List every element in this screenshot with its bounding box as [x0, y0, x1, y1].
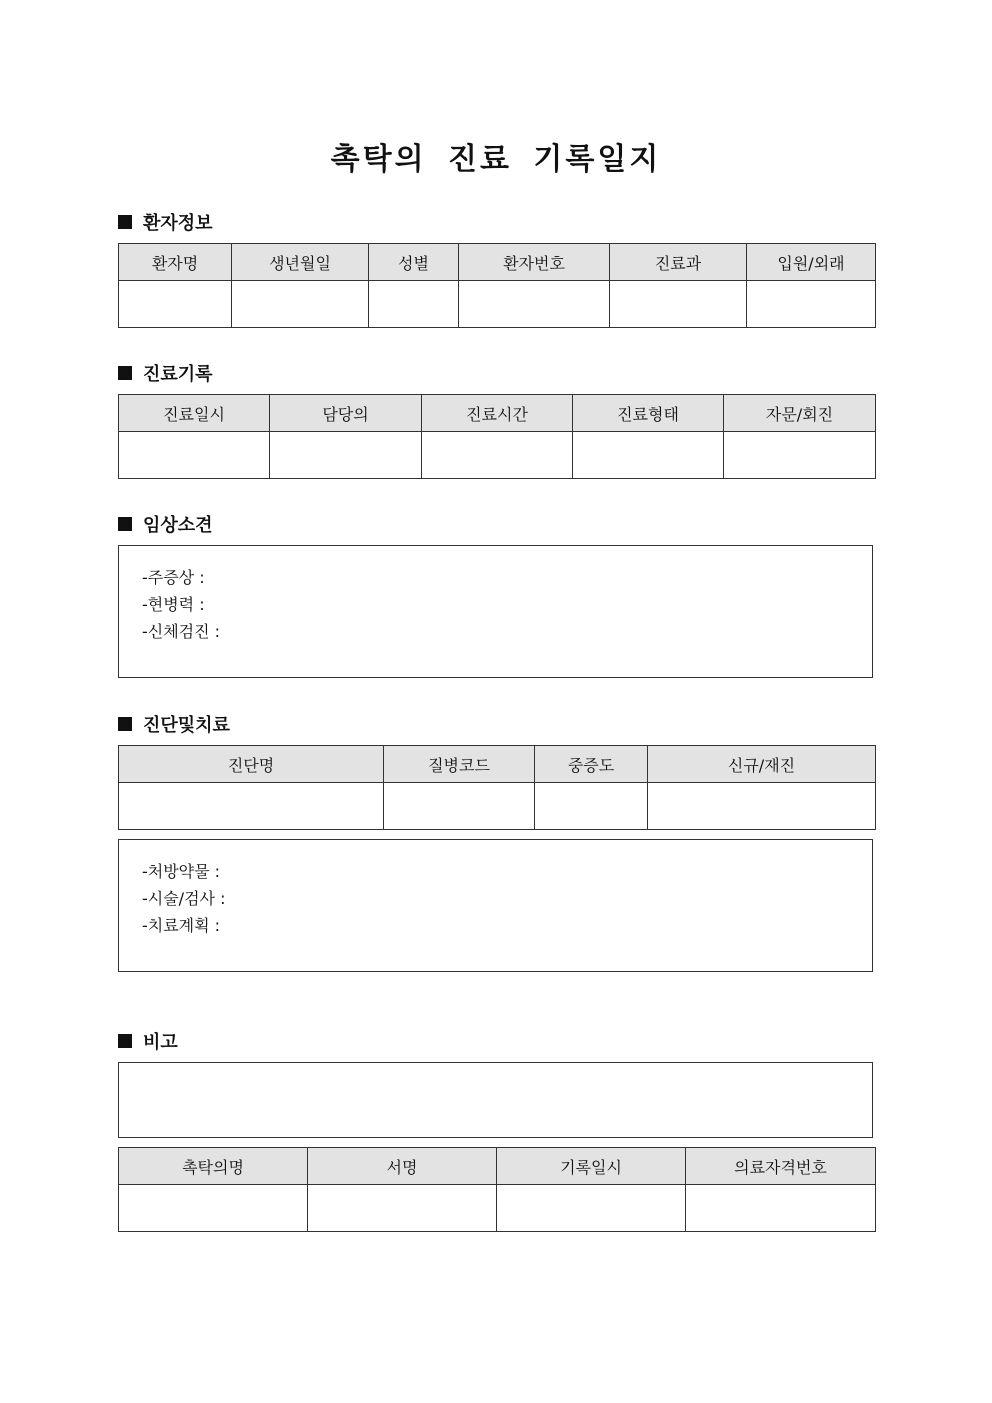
birth-date-cell[interactable]: [232, 281, 369, 328]
patient-name-cell[interactable]: [119, 281, 232, 328]
section-heading-label: 진단및치료: [143, 715, 230, 736]
header-treatment-type: 진료형태: [573, 395, 724, 432]
clinical-findings-box[interactable]: [118, 545, 873, 678]
header-department: 진료과: [610, 244, 747, 281]
present-illness-line: -현병력 :: [142, 595, 205, 614]
page-title: 촉탁의 진료 기록일지: [330, 142, 662, 177]
header-patient-number: 환자번호: [459, 244, 610, 281]
doctor-name-cell[interactable]: [119, 1185, 308, 1232]
license-number-cell[interactable]: [686, 1185, 876, 1232]
square-bullet-icon: [118, 717, 132, 731]
severity-cell[interactable]: [535, 783, 648, 830]
inpatient-outpatient-cell[interactable]: [747, 281, 876, 328]
header-new-return: 신규/재진: [648, 746, 876, 783]
square-bullet-icon: [118, 215, 132, 229]
table-header-row: [119, 746, 876, 783]
table-row: [119, 281, 876, 328]
section-heading-label: 환자정보: [143, 213, 213, 234]
section-heading-label: 진료기록: [143, 364, 213, 385]
remarks-box[interactable]: [118, 1062, 873, 1138]
section-heading-label: 비고: [143, 1032, 178, 1053]
table-row: [119, 432, 876, 479]
patient-info-table: [118, 243, 876, 328]
header-signature: 서명: [308, 1148, 497, 1185]
table-header-row: [119, 244, 876, 281]
header-treatment-time: 진료시간: [422, 395, 573, 432]
header-severity: 중증도: [535, 746, 648, 783]
header-consult-rounds: 자문/회진: [724, 395, 876, 432]
header-record-datetime: 기록일시: [497, 1148, 686, 1185]
header-doctor-name: 촉탁의명: [119, 1148, 308, 1185]
section-heading-diagnosis-treatment: [118, 712, 230, 736]
section-heading-label: 임상소견: [143, 515, 213, 536]
header-disease-code: 질병코드: [384, 746, 535, 783]
treatment-type-cell[interactable]: [573, 432, 724, 479]
header-license-number: 의료자격번호: [686, 1148, 876, 1185]
physical-exam-line: -신체검진 :: [142, 622, 221, 641]
header-patient-name: 환자명: [119, 244, 232, 281]
attending-doctor-cell[interactable]: [270, 432, 422, 479]
treatment-datetime-cell[interactable]: [119, 432, 270, 479]
treatment-record-table: [118, 394, 876, 479]
header-treatment-datetime: 진료일시: [119, 395, 270, 432]
table-row: [119, 1185, 876, 1232]
section-heading-clinical-findings: [118, 512, 213, 536]
consult-rounds-cell[interactable]: [724, 432, 876, 479]
table-header-row: [119, 395, 876, 432]
treatment-time-cell[interactable]: [422, 432, 573, 479]
signature-table: [118, 1147, 876, 1232]
sex-cell[interactable]: [369, 281, 459, 328]
new-return-cell[interactable]: [648, 783, 876, 830]
header-sex: 성별: [369, 244, 459, 281]
department-cell[interactable]: [610, 281, 747, 328]
procedure-exam-line: -시술/검사 :: [142, 889, 226, 908]
treatment-plan-line: -치료계획 :: [142, 916, 221, 935]
signature-cell[interactable]: [308, 1185, 497, 1232]
square-bullet-icon: [118, 517, 132, 531]
treatment-details-box[interactable]: [118, 839, 873, 972]
header-birth-date: 생년월일: [232, 244, 369, 281]
diagnosis-name-cell[interactable]: [119, 783, 384, 830]
chief-complaint-line: -주증상 :: [142, 568, 205, 587]
square-bullet-icon: [118, 366, 132, 380]
square-bullet-icon: [118, 1034, 132, 1048]
record-datetime-cell[interactable]: [497, 1185, 686, 1232]
header-inpatient-outpatient: 입원/외래: [747, 244, 876, 281]
section-heading-patient-info: [118, 210, 213, 234]
section-heading-treatment-record: [118, 361, 213, 385]
patient-number-cell[interactable]: [459, 281, 610, 328]
table-row: [119, 783, 876, 830]
header-diagnosis-name: 진단명: [119, 746, 384, 783]
prescription-line: -처방약물 :: [142, 862, 221, 881]
disease-code-cell[interactable]: [384, 783, 535, 830]
table-header-row: [119, 1148, 876, 1185]
section-heading-remarks: [118, 1029, 178, 1053]
header-attending-doctor: 담당의: [270, 395, 422, 432]
diagnosis-table: [118, 745, 876, 830]
